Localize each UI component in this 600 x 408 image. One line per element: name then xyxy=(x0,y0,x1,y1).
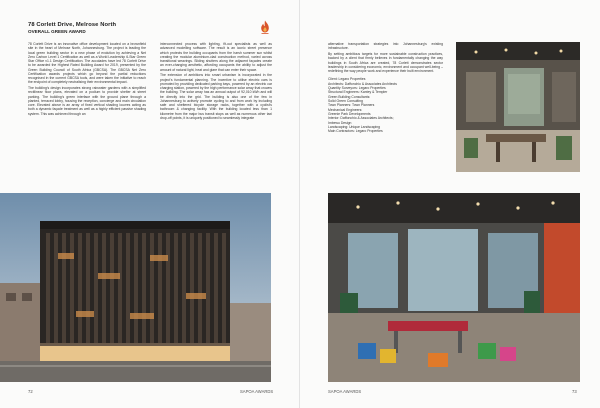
credit-line: Structural Engineers: Kantey & Templer xyxy=(328,90,388,95)
text-column-1 xyxy=(28,42,146,117)
interior-lobby-photo xyxy=(456,42,580,172)
credit-line: Interior: Daffonchio & Associates Architects; xyxy=(328,116,394,121)
award-flame-icon xyxy=(259,20,271,34)
paragraph: alternative transportation strategies into Johannesburg's existing infrastructure. xyxy=(328,42,443,51)
award-subtitle: OVERALL GREEN AWARD xyxy=(28,29,86,34)
article-title: 78 Corlett Drive, Melrose North xyxy=(28,22,117,28)
paragraph: 78 Corlett Drive is an innovative office development located on a brownfield site in the heart of Melrose North, Johannesburg. The project is leading the local green building sector in a new phase of evolution by achieving a Net Zero Carbon Level 1 Certification as well as a World Leadership 6-Star Green Star Office v1.1 Design Certification. The accolades have led 78 Corlett Drive to be awarded the Highest Rated Building Award for 2019, presented by the Green Building Council of South Africa (GBCSA). The GBCSA Net Zero Certification awards projects which go beyond the partial reductions recognised in the current GBCSA tools, and were taken the initiative to reach the endpoint of completely neutralising their environmental impact. xyxy=(28,42,146,85)
credit-line: Solid Green Consulting xyxy=(328,99,363,104)
credit-line: Architects: Daffonchio & Associates Architects xyxy=(328,81,397,86)
paragraph: By setting ambitious targets for more sustainable construction practices, backed by a client that firmly believes in fundamentally changing the way buildings in South Africa are created, 78 Corlett demonstrates sector leadership in considering economic, environment and occupant well-being – redefining the way people work and experience their built environment. xyxy=(328,52,443,74)
credit-line: Imbewu Design xyxy=(328,120,352,125)
credit-line: Main Contractors: Legaro Properties xyxy=(328,129,383,134)
text-column-3 xyxy=(328,42,443,134)
paragraph: interconnected process with lighting, fit-out specialists as well as advanced modelling software. The result is an iconic street presence which protects the building occupants from the harsh summer sun whilst creating the modular aluminium-clad construction method, varied across transitional weavings. Sliding shutters along the adjacent façades create an ever-changing aesthetic, affording occupants the ability to adjust the amount of natural light, heat and glare that can enter their space. xyxy=(160,42,272,72)
credit-line: Mechanical Engineers: xyxy=(328,107,363,112)
article-header xyxy=(28,22,116,35)
credit-line: Green Building Consultants: xyxy=(328,94,371,99)
credit-line: Town Planners: Town Planners xyxy=(328,103,375,108)
page-number-right: 73 xyxy=(572,389,577,394)
paragraph: The extension of ambitions into smart urbanism is incorporated in the project's fundamental planning. The incentive to utilise electric cars is promoted by providing dedicated parking bays, powered by an electric car charging station, powered by the high performance solar array that crowns the building. The solar array has an annual output of 92,010 kWh and will be directly into the grid. The building is also one of the few in Johannesburg to actively promote cycling to and from work by including safe and sheltered bicycle storage racks, together with a cyclist's bathroom & changing facility. With the building located less than 1 kilometre from the major bus transit stops as well as numerous other taxi drop-off points, it is uniquely positioned to seamlessly integrate xyxy=(160,73,272,120)
interior-atrium-photo xyxy=(328,193,580,382)
credit-line: Greenie Park Developments xyxy=(328,112,371,117)
credit-line: Quantity Surveyors: Legaro Properties xyxy=(328,86,386,91)
running-head-right: SAPOA AWARDS xyxy=(328,389,362,394)
page-number-left: 72 xyxy=(28,389,33,394)
project-credits xyxy=(328,77,443,133)
paragraph: The building's design incorporates strong rainwater gardens with a simplified rectilinear floor plans, elevated on a podium to provide shelter at street parking. The building's green interface with the ground plane through a planted, terraced lobby, housing the reception, concierge and main circulation core. Elevated above is an array of fixed vertical shading louvres acting as both a dynamic façade treatment as well as a highly efficient passive shading system. This was achieved through an xyxy=(28,86,146,116)
running-head-left: SAPOA AWARDS xyxy=(240,389,274,394)
building-exterior-photo xyxy=(0,193,271,382)
credit-line: Client: Legaro Properties xyxy=(328,77,366,82)
text-column-2 xyxy=(160,42,272,122)
credit-line: Landscaping: Unique Landscaping xyxy=(328,125,381,130)
